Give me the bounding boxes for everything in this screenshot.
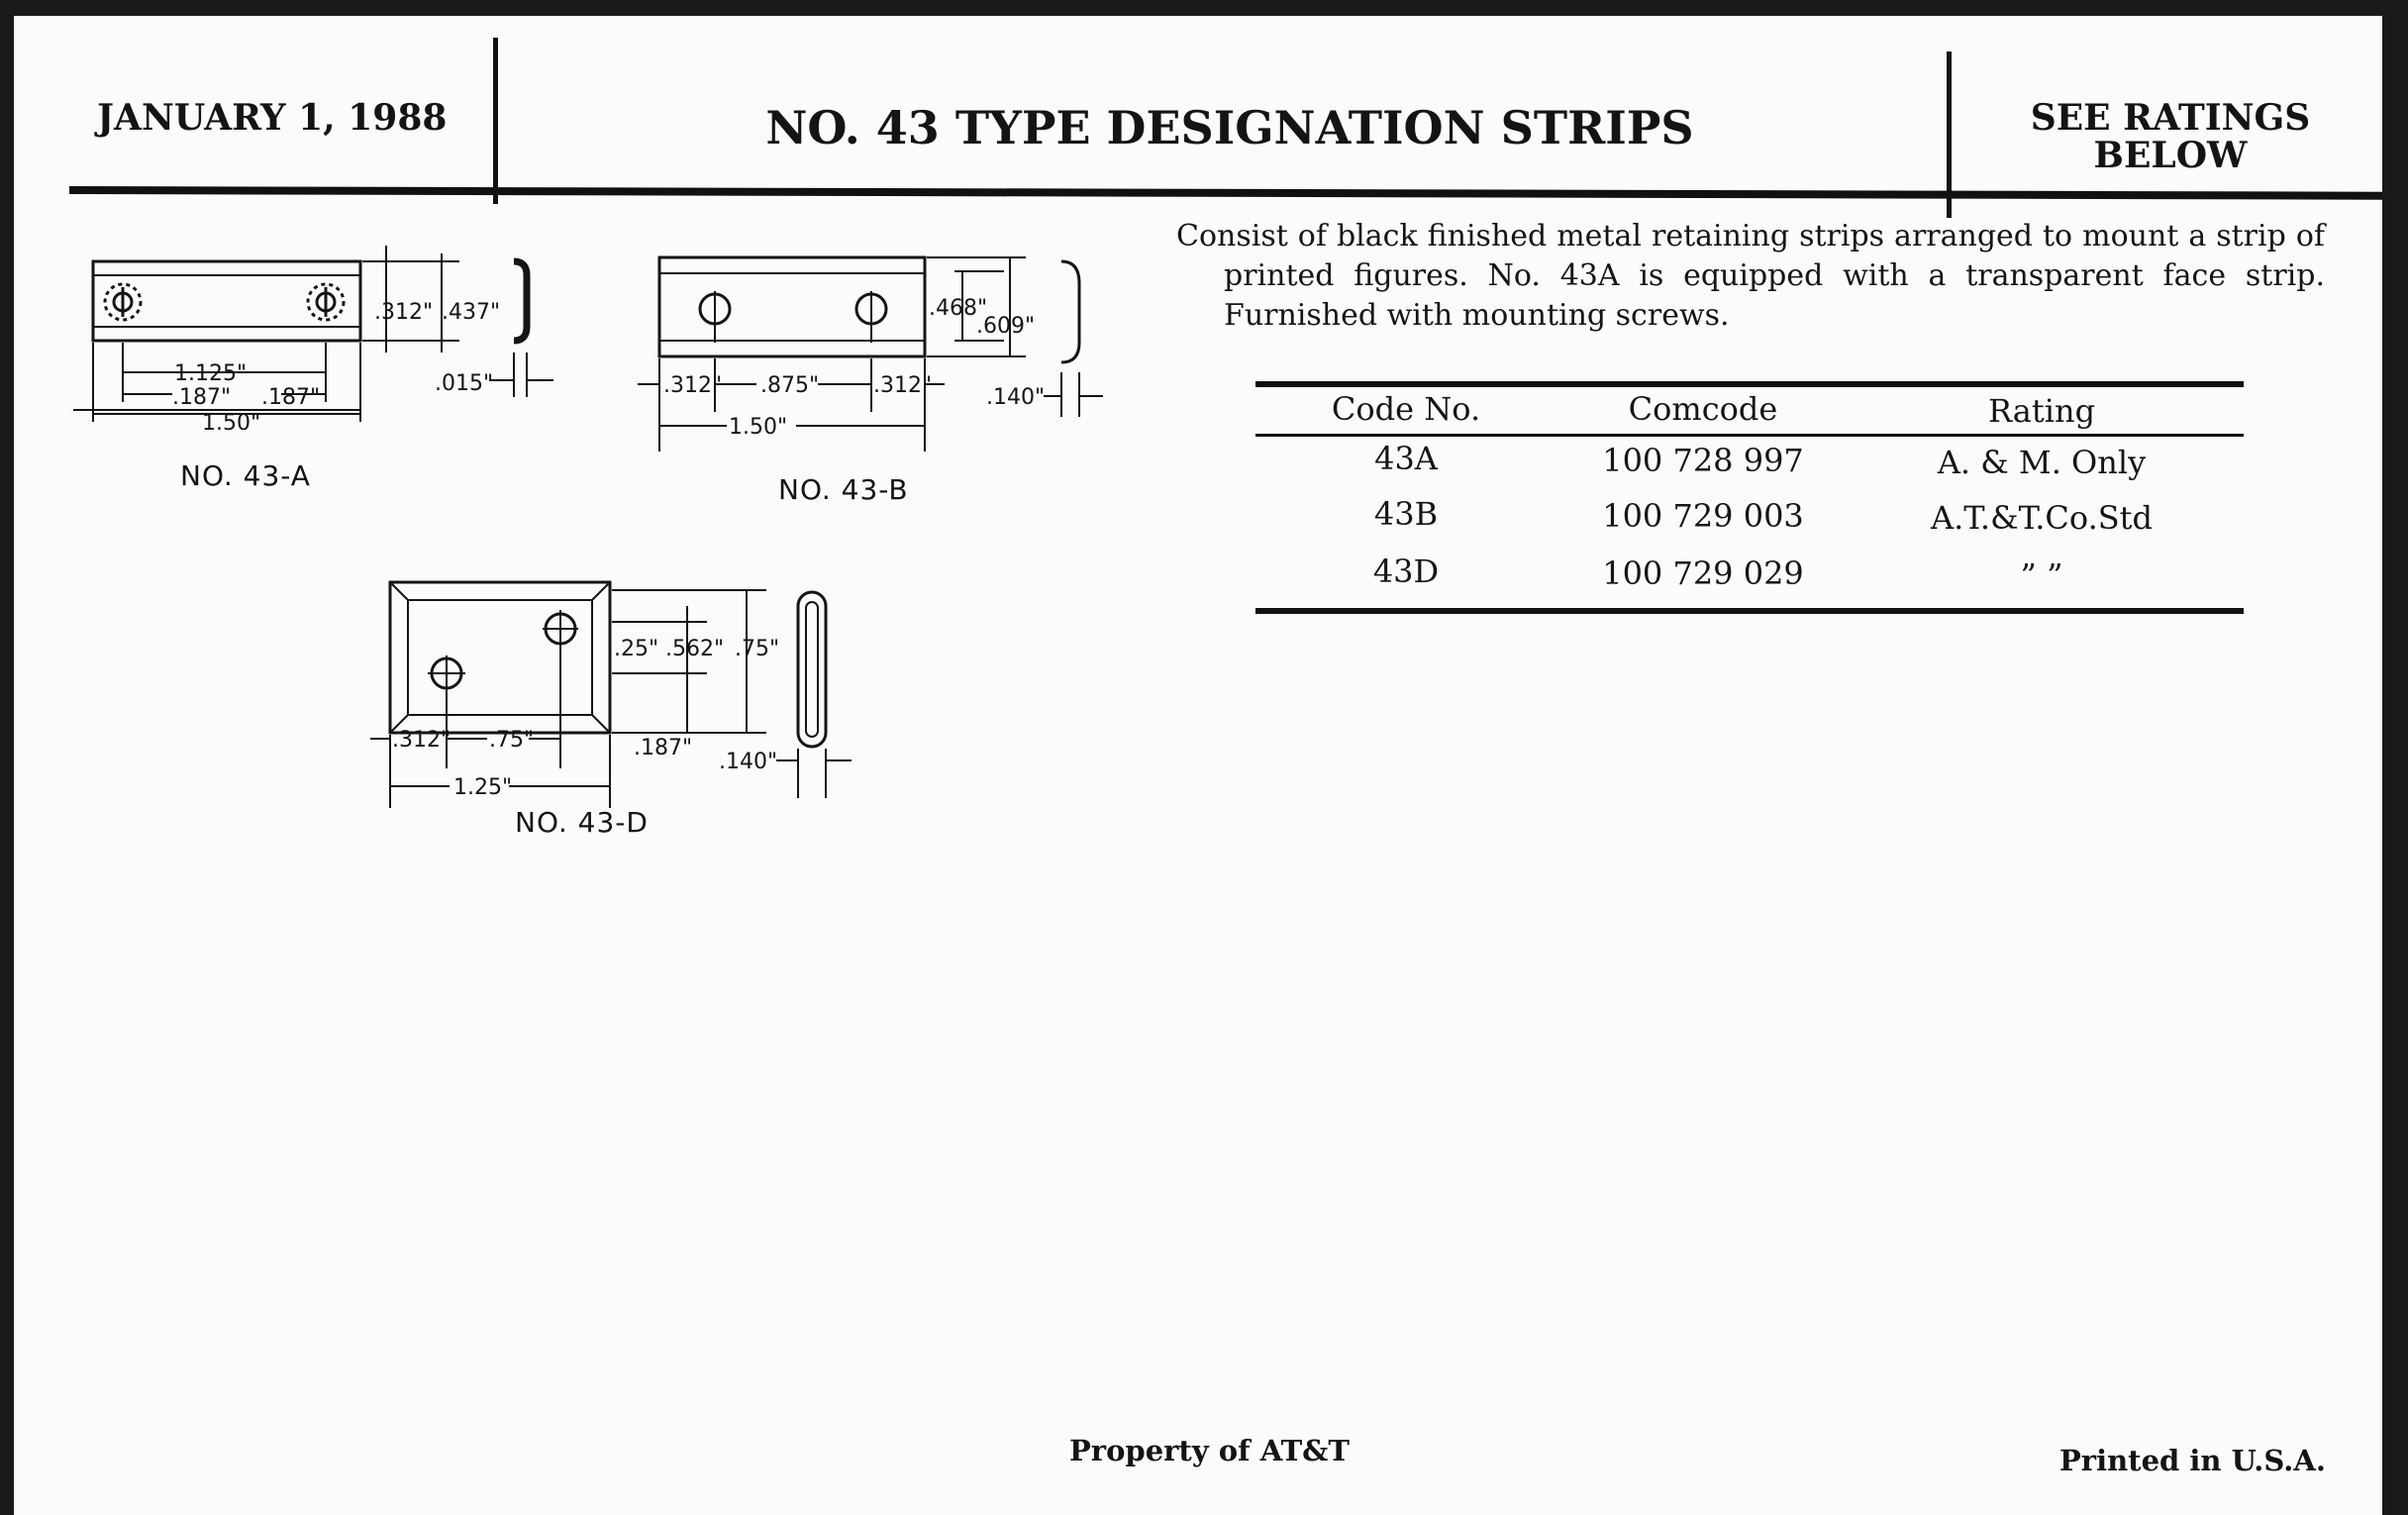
page-title: NO. 43 TYPE DESIGNATION STRIPS [765, 101, 1694, 154]
col-header-code: Code No. [1331, 390, 1481, 428]
ratings-line-2: BELOW [2093, 135, 2248, 176]
ratings-line-1: SEE RATINGS [2030, 97, 2311, 139]
dim-43b-thickness: .140" [986, 385, 1046, 410]
dim-43d-height: .75" [735, 637, 780, 661]
dim-43b-left-offset: .312" [663, 373, 723, 398]
dim-43d-length: 1.25" [453, 775, 513, 800]
catalog-page [14, 16, 2382, 1515]
dim-43d-hole-spacing: .75" [489, 728, 535, 753]
dim-43b-height-outer: .609" [976, 314, 1036, 339]
dim-43b-length: 1.50" [729, 415, 788, 440]
cell-code: 43D [1372, 553, 1440, 590]
dim-43a-right-offset: .187" [261, 385, 321, 410]
table-bottom-rule [1255, 608, 2244, 614]
dim-43b-hole-spacing: .875" [760, 373, 820, 398]
header-date: JANUARY 1, 1988 [97, 97, 448, 139]
cell-code: 43A [1374, 440, 1438, 477]
dim-43d-left-offset: .312" [392, 728, 452, 753]
caption-43d: NO. 43-D [515, 806, 649, 839]
dim-43d-hole-height: .562" [665, 637, 725, 661]
cell-rating: ” ” [2020, 556, 2063, 594]
cell-comcode: 100 728 997 [1602, 442, 1804, 479]
cell-rating: A.T.&T.Co.Std [1930, 499, 2154, 537]
caption-43b: NO. 43-B [778, 473, 909, 506]
dim-43a-length: 1.50" [202, 411, 261, 436]
dim-43b-right-offset: .312" [873, 373, 933, 398]
table-header-rule [1255, 434, 2244, 437]
caption-43a: NO. 43-A [180, 459, 311, 492]
ratings-note [1960, 99, 2380, 174]
cell-comcode: 100 729 003 [1602, 497, 1804, 535]
col-header-comcode: Comcode [1628, 390, 1778, 428]
dim-43d-edge: .187" [634, 736, 693, 760]
footer-printed: Printed in U.S.A. [2059, 1444, 2326, 1477]
description-text: Consist of black finished metal retaining strips arranged to mount a strip of printed figures. No. 43A is equipped with a transparent face strip. Furnished with mounting screws. [1176, 219, 2325, 333]
col-header-rating: Rating [1987, 392, 2096, 430]
header-divider-left [493, 38, 498, 204]
dim-43a-left-offset: .187" [172, 385, 232, 410]
dim-43a-height-inner: .312" [374, 300, 434, 325]
table-top-rule [1255, 381, 2244, 387]
header-rule [69, 186, 2382, 200]
footer-property: Property of AT&T [1069, 1434, 1350, 1467]
dim-43d-thickness: .140" [719, 750, 778, 774]
cell-code: 43B [1373, 495, 1439, 533]
dim-43a-height-outer: .437" [442, 300, 501, 325]
cell-rating: A. & M. Only [1937, 444, 2147, 481]
dim-43a-thickness: .015" [435, 371, 494, 396]
dim-43a-hole-spacing: 1.125" [174, 361, 248, 386]
dim-43d-hole-offset: .25" [614, 637, 659, 661]
dim-43b-height-inner: .468" [929, 296, 988, 321]
cell-comcode: 100 729 029 [1602, 555, 1804, 592]
